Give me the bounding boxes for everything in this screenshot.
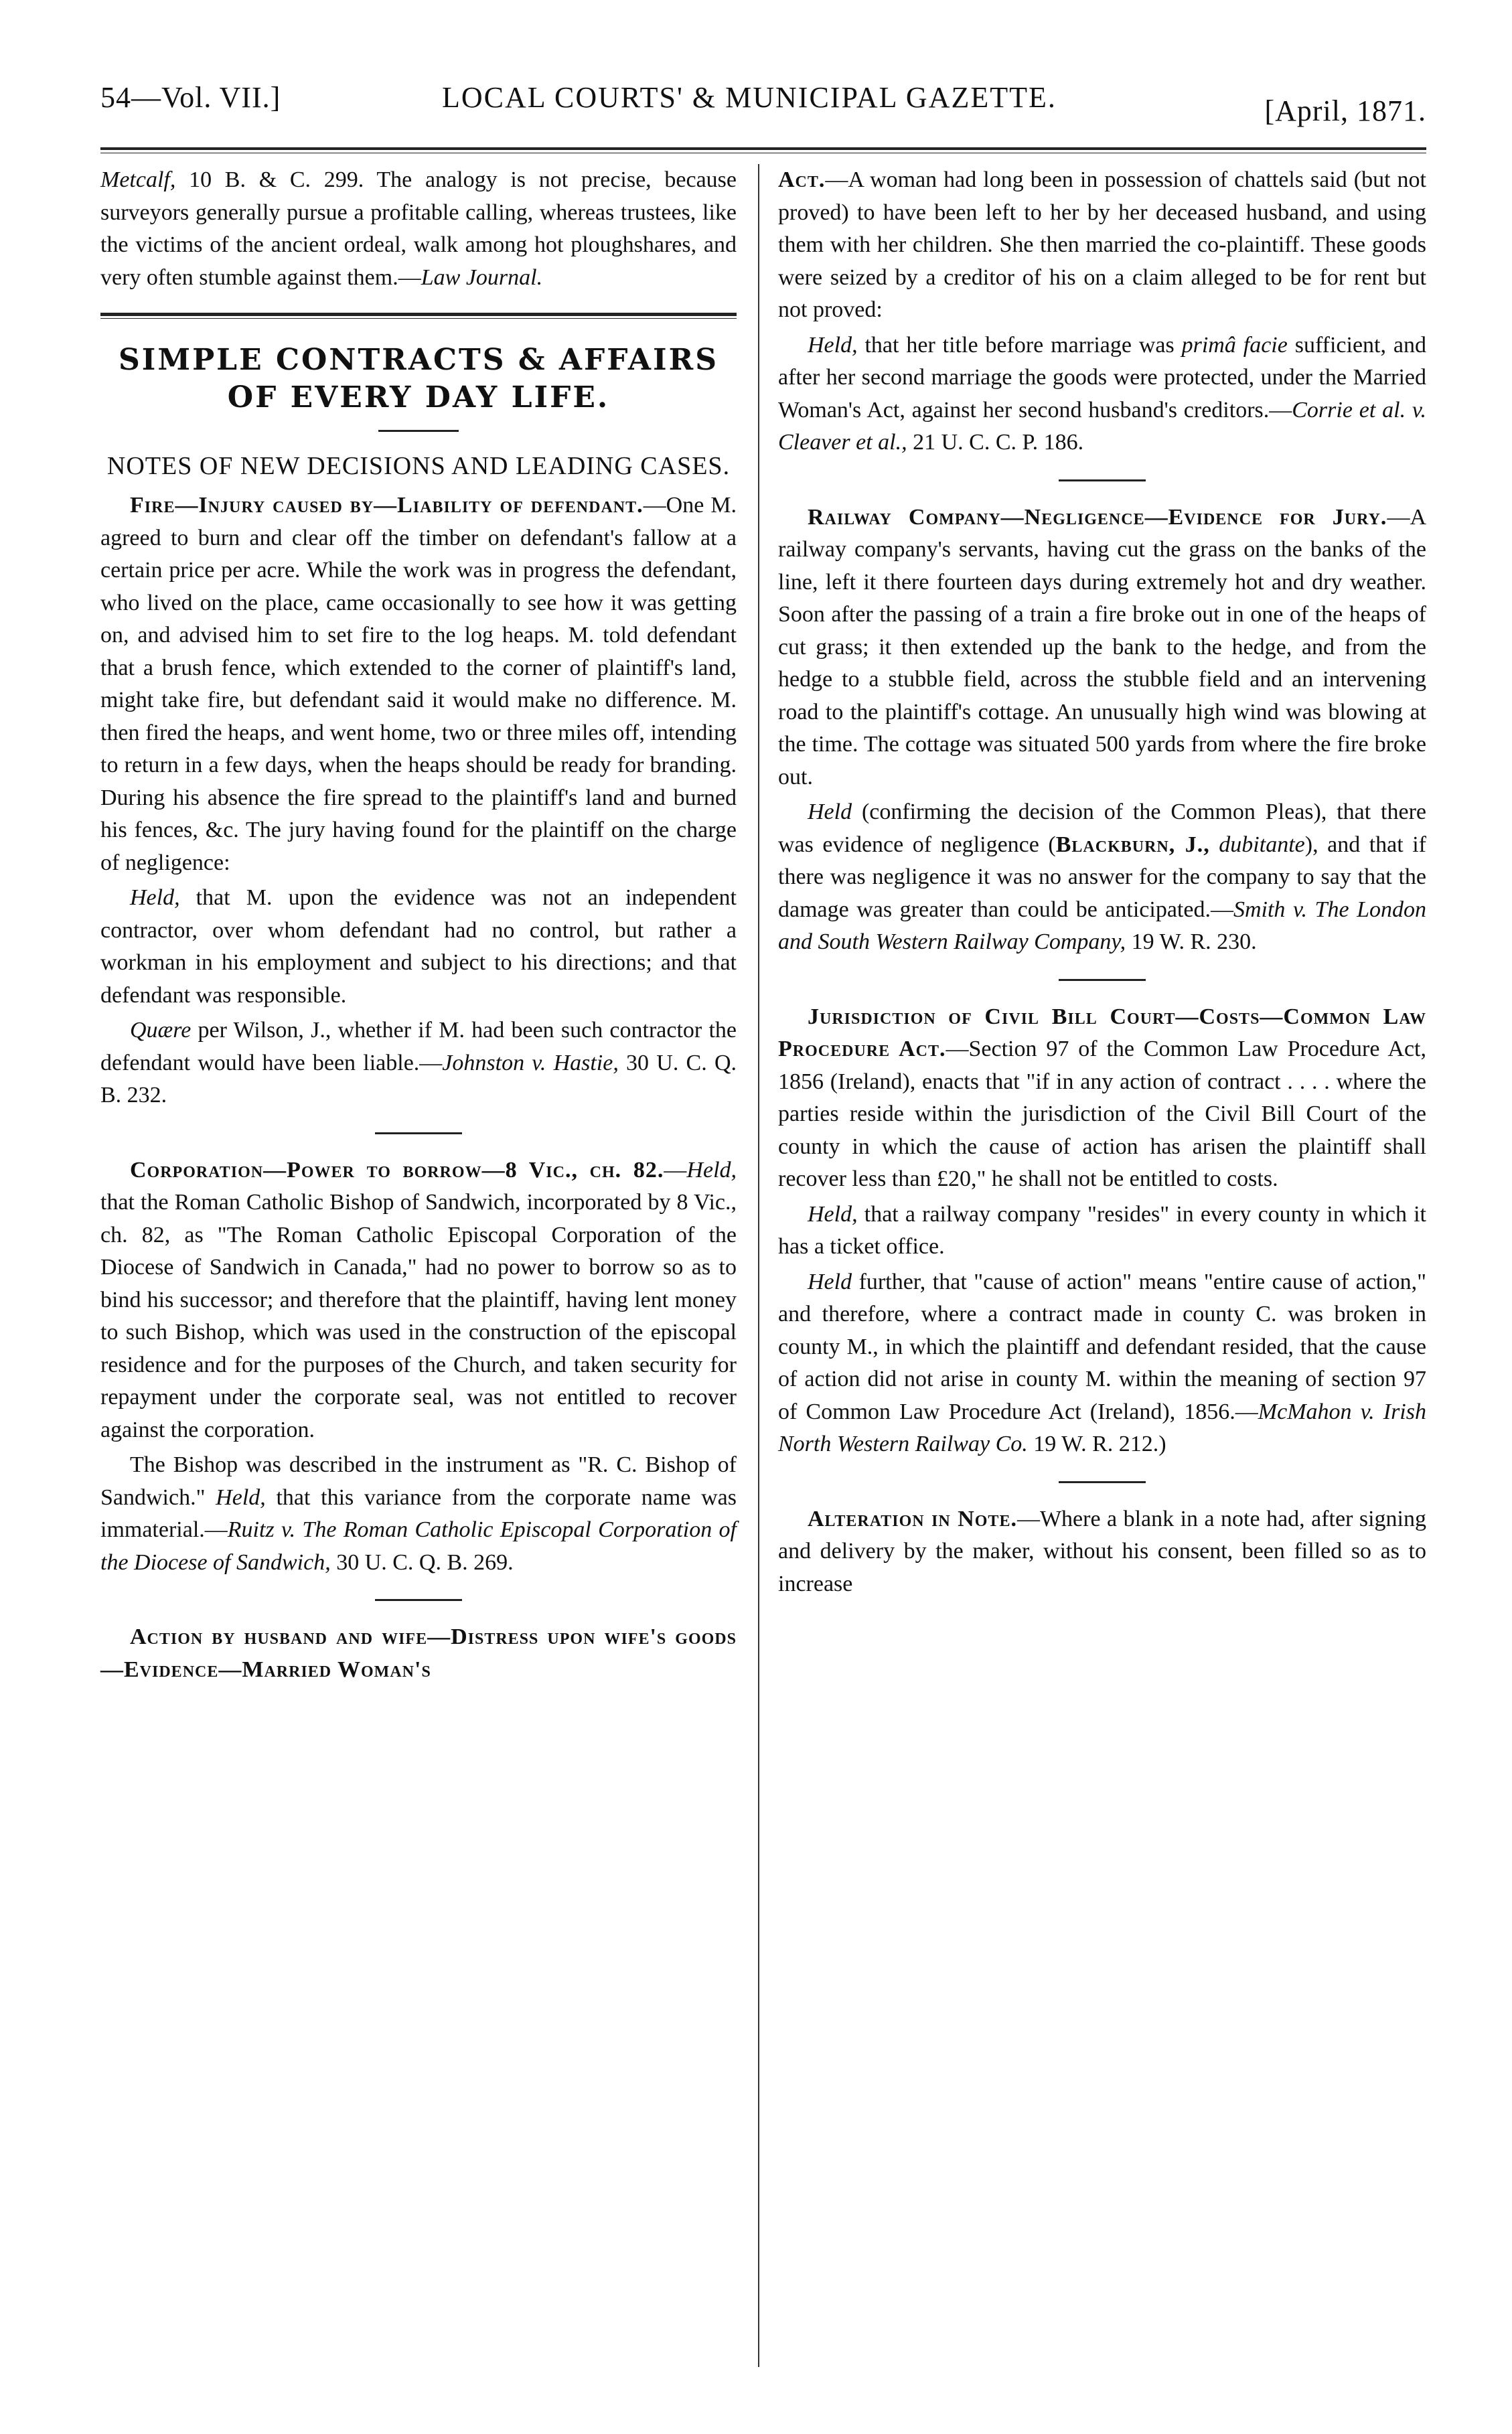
title-rule <box>378 430 459 432</box>
issue-date: [April, 1871. <box>1264 94 1426 127</box>
case-jurisdiction <box>778 1001 1426 1196</box>
held-label: Held, <box>130 885 180 910</box>
case-citation-ref: 19 W. R. 230. <box>1126 929 1257 954</box>
header-rule <box>100 147 1426 150</box>
held-text-a: (confirming the decision of the Common Pleas), that there was evidence of negligence ( <box>778 800 1426 857</box>
case-fire-liability <box>100 489 737 879</box>
case-heading-end: Act. <box>778 167 826 192</box>
held-text: further, that "cause of action" means "entire cause of action," and therefore, where a contract made in county C. was broken in county M., in which the plaintiff and defendant resided, that the cause of action did not arise in county M. within the meaning of section 97 of Common Law Procedure Act (Ireland), 1856.— <box>778 1269 1426 1424</box>
held-text-b: ), and that if there was negligence it was no answer for the company to say that the damage was greater than could be anticipated.— <box>778 832 1427 922</box>
case-held <box>778 796 1426 959</box>
held-label: Held <box>808 1269 852 1294</box>
case-corporation-variance <box>100 1449 737 1579</box>
quaere-label: Quære <box>130 1018 192 1043</box>
right-column <box>778 164 1426 1603</box>
case-separator <box>1059 479 1146 481</box>
quaere-text: per Wilson, J., whether if M. had been such contractor the defendant would have been liable.— <box>100 1018 737 1075</box>
running-head <box>100 74 1426 134</box>
held-label: Held, <box>808 332 858 358</box>
case-heading: Corporation—Power to borrow—8 Vic., ch. 82. <box>130 1157 664 1183</box>
case-citation-ref: 30 U. C. Q. B. 232. <box>100 1050 737 1108</box>
case-text: —Section 97 of the Common Law Procedure Act, 1856 (Ireland), enacts that "if in any action of contract . . . . where the parties reside within the jurisdiction of the Civil Bill Court of the county in which the cause of action has arisen the plaintiff shall recover less than £20," he shall not be entitled to costs. <box>778 1037 1426 1191</box>
case-text: —A railway company's servants, having cut the grass on the banks of the line, left it there fourteen days during extremely hot and dry weather. Soon after the passing of a train a fire broke out in one of the heaps of cut grass; it then extended up the bank to the hedge, and from the hedge to a stubble field, across the stubble field and an intervening road to the plaintiff's cottage. An unusually high wind was blowing at the time. The cottage was situated 500 yards from where the fire broke out. <box>778 504 1426 789</box>
publication-title: LOCAL COURTS' & MUNICIPAL GAZETTE. <box>442 81 1057 114</box>
dubitante: dubitante <box>1209 832 1305 857</box>
variance-text-a: The Bishop was described in the instrument as "R. C. Bishop of Sandwich." <box>100 1452 737 1510</box>
held-label: Held, <box>216 1485 266 1510</box>
case-citation-ref: 19 W. R. 212.) <box>1027 1432 1166 1456</box>
judge-name: Blackburn, J., <box>1055 832 1210 857</box>
column-rule <box>758 164 759 2367</box>
held-label: Held, <box>686 1157 737 1183</box>
case-alteration-note <box>778 1503 1426 1601</box>
case-heading: Jurisdiction of Civil Bill Court—Costs—Common Law Procedure Act. <box>778 1004 1426 1061</box>
case-separator <box>375 1599 462 1601</box>
held-label: Held <box>808 800 852 824</box>
case-citation-ref: 30 U. C. Q. B. 269. <box>330 1549 514 1575</box>
case-corporation: Corporation—Power to borrow—8 Vic., ch. 82.—Held, that the Roman Catholic Bishop of Sandwich, incorporated by 8 Vic., ch. 82, as "The Roman Catholic Episcopal Corporation of the Diocese of Sandwich in Canada," had no power to borrow so as to bind his successor; and therefore that the plaintiff, having lent money to such Bishop, which was used in the construction of the episcopal residence and for the purposes of the Church, and taken security for repayment under the corporate seal, was not entitled to recover against the corporation. <box>100 1157 737 1442</box>
section-divider <box>100 313 737 319</box>
article-columns <box>100 164 1426 2367</box>
section-title: SIMPLE CONTRACTS & AFFAIRS OF EVERY DAY LIFE. <box>119 343 719 414</box>
case-text: that the Roman Catholic Bishop of Sandwich, incorporated by 8 Vic., ch. 82, as "The Roman Catholic Episcopal Corporation of the Diocese of Sandwich in Canada," had no power to borrow so as to bind his successor; and therefore that the plaintiff, having lent money to such Bishop, which was used in the construction of the episcopal residence and for the purposes of the Church, and taken security for repayment under the corporate seal, was not entitled to recover against the corporation. <box>100 1190 737 1442</box>
case-citation: Corrie et al. v. Cleaver et al., <box>778 397 1426 455</box>
case-citation-ref: 21 U. C. C. P. 186. <box>907 430 1084 455</box>
case-quaere <box>100 1014 737 1112</box>
case-heading: Fire—Injury caused by—Liability of defendant. <box>130 493 644 518</box>
case-heading: Alteration in Note. <box>808 1506 1017 1531</box>
case-held <box>100 882 737 1012</box>
section-subtitle: NOTES OF NEW DECISIONS AND LEADING CASES. <box>106 452 731 480</box>
case-citation: Smith v. The London and South Western Railway Company, <box>778 897 1426 954</box>
case-text: —Where a blank in a note had, after signing and delivery by the maker, without his consent, been filled so as to increase <box>778 1506 1426 1596</box>
intro-source: Law Journal. <box>421 264 543 290</box>
case-husband-wife-heading <box>100 1621 737 1686</box>
case-heading: Railway Company—Negligence—Evidence for Jury. <box>808 504 1387 530</box>
newspaper-page <box>100 74 1426 2384</box>
case-citation: Ruitz v. The Roman Catholic Episcopal Corporation of the Diocese of Sandwich, <box>100 1517 737 1575</box>
case-husband-wife <box>778 164 1426 327</box>
case-held <box>778 329 1426 459</box>
intro-cite: Metcalf, <box>100 167 176 192</box>
held-text: that M. upon the evidence was not an independent contractor, over whom defendant had no control, but rather a workman in his employment and subject to his directions; and that defendant was responsible. <box>100 885 737 1008</box>
held-label: Held, <box>808 1201 858 1227</box>
intro-paragraph <box>100 164 737 294</box>
case-citation: Johnston v. Hastie, <box>442 1050 619 1075</box>
case-separator <box>1059 979 1146 981</box>
held-text-b: sufficient, and after her second marriage the goods were protected, under the Married Woman's Act, against her second husband's creditors.— <box>778 332 1426 423</box>
left-column <box>100 164 737 1689</box>
case-citation: McMahon v. Irish North Western Railway Co. <box>778 1399 1426 1456</box>
held-text-a: that her title before marriage was <box>857 332 1182 358</box>
volume-number: 54—Vol. VII.] <box>100 81 281 114</box>
case-text: —One M. agreed to burn and clear off the timber on defendant's fallow at a certain price per acre. While the work was in progress the defendant, who lived on the place, came occasionally to see how it was getting on, and advised him to set fire to the log heaps. M. told defendant that a brush fence, which extended to the corner of plaintiff's land, might take fire, but defendant said it would make no difference. M. then fired the heaps, and went home, two or three miles off, intending to return in a few days, when the heaps should be ready for branding. During his absence the fire spread to the plaintiff's land and burned his fences, &c. The jury having found for the plaintiff on the charge of negligence: <box>100 493 737 875</box>
case-separator <box>375 1132 462 1134</box>
case-heading: Action by husband and wife—Distress upon wife's goods—Evidence—Married Woman's <box>100 1624 737 1682</box>
variance-text-b: that this variance from the corporate name was immaterial.— <box>100 1485 737 1542</box>
case-separator <box>1059 1481 1146 1483</box>
case-held-further <box>778 1266 1426 1461</box>
intro-text: 10 B. & C. 299. The analogy is not precise, because surveyors generally pursue a profitable calling, whereas trustees, like the victims of the ancient ordeal, walk among hot ploughshares, and very often stumble against them.— <box>100 167 737 290</box>
case-railway-negligence <box>778 502 1426 794</box>
held-text: that a railway company "resides" in every county in which it has a ticket office. <box>778 1201 1426 1259</box>
case-held <box>778 1199 1426 1264</box>
prima-facie: primâ facie <box>1181 332 1288 358</box>
case-text: —A woman had long been in possession of chattels said (but not proved) to have been left to her by her deceased husband, and using them with her children. She then married the co-plaintiff. These goods were seized by a creditor of his on a claim alleged to be for rent but not proved: <box>778 167 1426 322</box>
